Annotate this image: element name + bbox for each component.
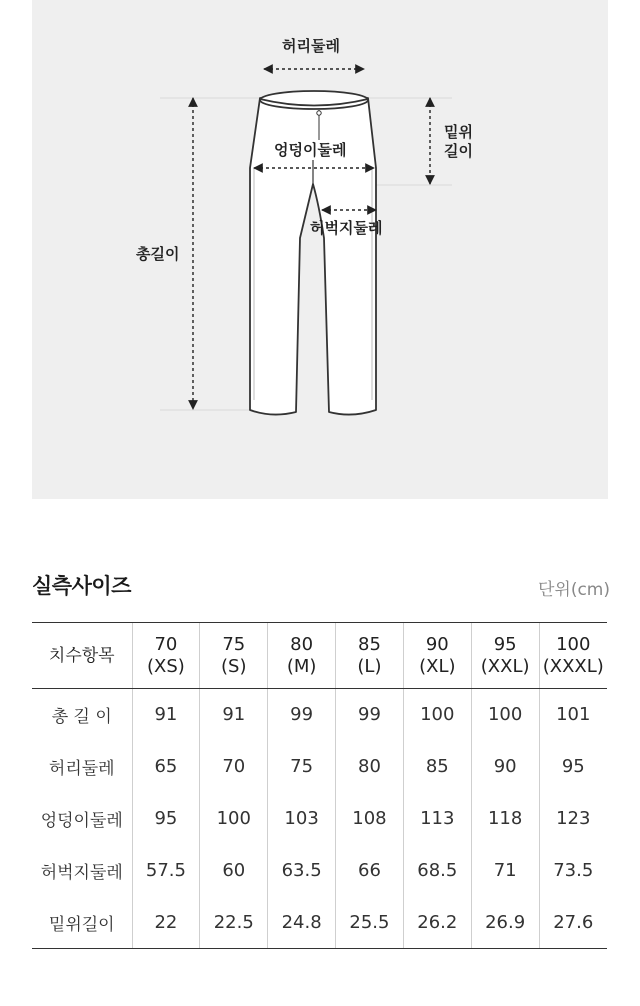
table-cell: 113 [403,793,471,845]
table-cell: 103 [268,793,336,845]
table-cell: 95 [539,741,607,793]
table-cell: 57.5 [132,845,200,897]
thigh-label: 허벅지둘레 [310,219,383,237]
table-cell: 73.5 [539,845,607,897]
row-label: 허리둘레 [48,759,115,779]
table-row [32,689,607,741]
table-row [32,793,607,845]
total-length-label: 총길이 [136,245,180,263]
size-number: 85 [358,633,381,655]
table-cell: 71 [471,845,539,897]
table-cell: 60 [200,845,268,897]
size-column-header [268,623,336,689]
table-row [32,897,607,949]
row-label: 엉덩이둘레 [40,811,123,831]
size-number: 90 [425,633,449,655]
table-cell: 100 [403,689,471,741]
table-cell: 26.2 [403,897,471,949]
size-column-header [471,623,539,689]
pants-outline [250,91,376,415]
size-number: 70 [154,633,178,655]
size-number: 100 [556,633,591,655]
table-cell: 75 [268,741,336,793]
table-cell: 66 [336,845,404,897]
table-cell: 91 [132,689,200,741]
row-label: 밑위길이 [32,897,132,949]
size-code: (S) [221,655,247,677]
table-row [32,741,607,793]
table-cell: 123 [539,793,607,845]
table-cell: 100 [471,689,539,741]
table-cell: 68.5 [403,845,471,897]
size-column-header [403,623,471,689]
size-code: (XXXL) [542,655,604,677]
table-cell: 80 [336,741,404,793]
table-cell: 118 [471,793,539,845]
size-number: 80 [290,633,314,655]
table-cell: 95 [132,793,200,845]
header-label: 치수항목 [32,623,132,689]
rise-label-line2: 길이 [444,142,473,160]
table-cell: 24.8 [268,897,336,949]
table-cell: 100 [200,793,268,845]
table-cell: 27.6 [539,897,607,949]
table-row [32,845,607,897]
table-cell: 108 [336,793,404,845]
pants-illustration [32,0,608,499]
section-title: 실측사이즈 [32,574,131,598]
size-column-header [132,623,200,689]
table-cell: 25.5 [336,897,404,949]
size-code: (XXL) [480,655,530,677]
size-code: (XS) [147,655,185,677]
size-column-header [200,623,268,689]
size-number: 75 [222,633,246,655]
table-cell: 85 [403,741,471,793]
measurement-diagram [32,0,608,499]
table-cell: 63.5 [268,845,336,897]
size-code: (L) [357,655,382,677]
table-cell: 26.9 [471,897,539,949]
table-cell: 22 [132,897,200,949]
rise-label-line1: 밑위 [444,123,473,141]
table-cell: 91 [200,689,268,741]
table-cell: 22.5 [200,897,268,949]
table-cell: 99 [268,689,336,741]
size-column-header [539,623,607,689]
size-number: 95 [493,633,517,655]
table-cell: 65 [132,741,200,793]
size-table [32,622,607,949]
size-code: (M) [286,655,317,677]
table-cell: 70 [200,741,268,793]
row-label: 총 길 이 [51,707,112,728]
hip-label: 엉덩이둘레 [274,141,347,159]
size-column-header [336,623,404,689]
waist-label: 허리둘레 [282,37,340,55]
table-cell: 90 [471,741,539,793]
unit-note: 단위(cm) [537,580,610,600]
table-header-row [32,623,607,689]
table-cell: 101 [539,689,607,741]
row-label: 허벅지둘레 [40,863,123,883]
table-cell: 99 [336,689,404,741]
size-code: (XL) [419,655,456,677]
